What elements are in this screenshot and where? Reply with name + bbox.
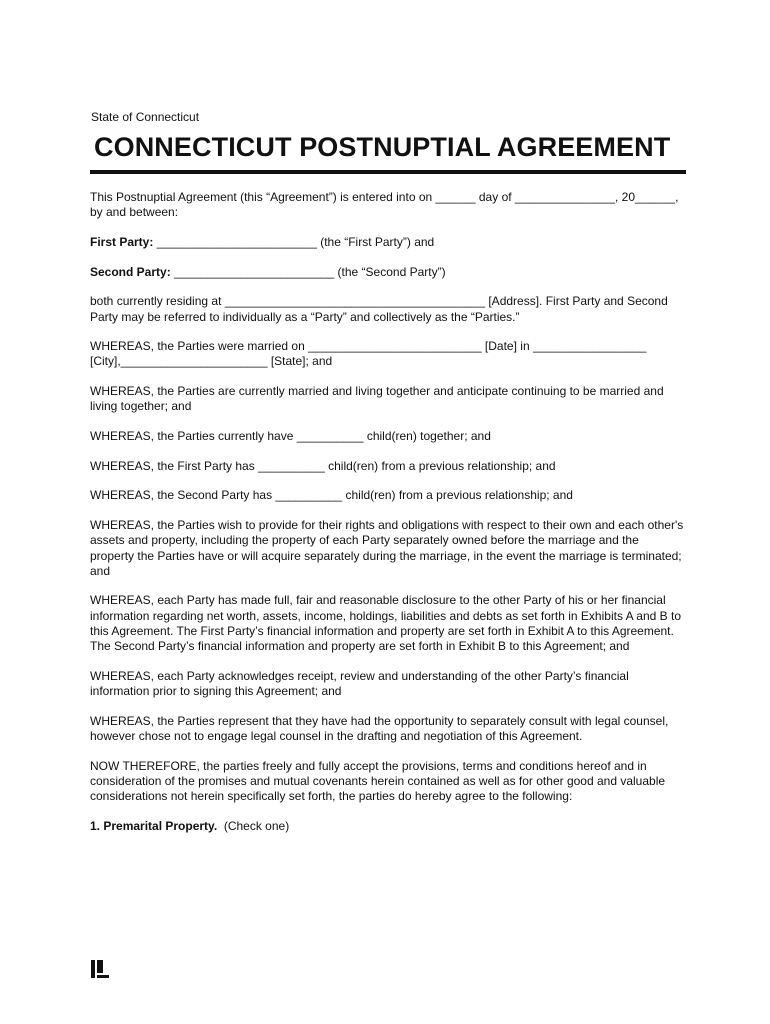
section-1-text: (Check one) [217,818,290,833]
second-party-text: ________________________ (the “Second Party”) [170,264,446,279]
title-divider [90,170,686,174]
first-party-text: ________________________ (the “First Party”) and [153,234,435,249]
section-1-heading [90,819,686,834]
residing-paragraph: both currently residing at _______________________________________ [Address]. First Party and Second Party may be referred to individually as a “Party” and collectively as the “Parties.” [90,294,668,324]
whereas-counsel: WHEREAS, the Parties represent that they have had the opportunity to separately consult with legal counsel, however chose not to engage legal counsel in the drafting and negotiation of this Agreement. [90,713,669,743]
second-party-label: Second Party: [90,264,171,279]
whereas-rights: WHEREAS, the Parties wish to provide for their rights and obligations with respect to their own and each other's assets and property, including the property of each Party separately owned before the marriage and the property the Parties have or will acquire separately during the marriage, in the event the marriage is terminated; and [90,518,684,578]
whereas-disclosure: WHEREAS, each Party has made full, fair and reasonable disclosure to the other Party of his or her financial information regarding net worth, assets, income, holdings, liabilities and debts as set forth in Exhibits A and B to this Agreement. The First Party’s financial information and property are set forth in Exhibit A to this Agreement. The Second Party’s financial information and property are set forth in Exhibit B to this Agreement; and [90,593,681,654]
whereas-second-party-children: WHEREAS, the Second Party has __________ child(ren) from a previous relationship; and [90,488,573,503]
whereas-first-party-children: WHEREAS, the First Party has __________ child(ren) from a previous relationship; and [90,458,556,473]
document-title: CONNECTICUT POSTNUPTIAL AGREEMENT [94,132,671,162]
document-page [90,110,686,848]
first-party-label: First Party: [90,234,154,249]
document-brand-icon [91,960,109,978]
whereas-children-together: WHEREAS, the Parties currently have __________ child(ren) together; and [90,429,491,444]
second-party-line [90,265,686,280]
now-therefore-paragraph: NOW THEREFORE, the parties freely and fully accept the provisions, terms and conditions hereof and in consideration of the promises and mutual covenants herein contained as well as for other good and valuable considerations not herein specifically set forth, the parties do hereby agree to the following: [90,758,666,803]
whereas-married-on: WHEREAS, the Parties were married on __________________________ [Date] in _________________ [City],______________________ [State]; and [90,339,647,369]
state-label: State of Connecticut [91,110,200,124]
section-1-label: 1. Premarital Property. [90,818,218,833]
whereas-acknowledges: WHEREAS, each Party acknowledges receipt, review and understanding of the other Party’s financial information prior to signing this Agreement; and [90,668,629,698]
whereas-living-together: WHEREAS, the Parties are currently married and living together and anticipate continuing to be married and living together; and [90,384,664,414]
intro-paragraph: This Postnuptial Agreement (this “Agreement”) is entered into on ______ day of _______________, 20______, by and between: [90,190,679,220]
first-party-line [90,235,686,250]
